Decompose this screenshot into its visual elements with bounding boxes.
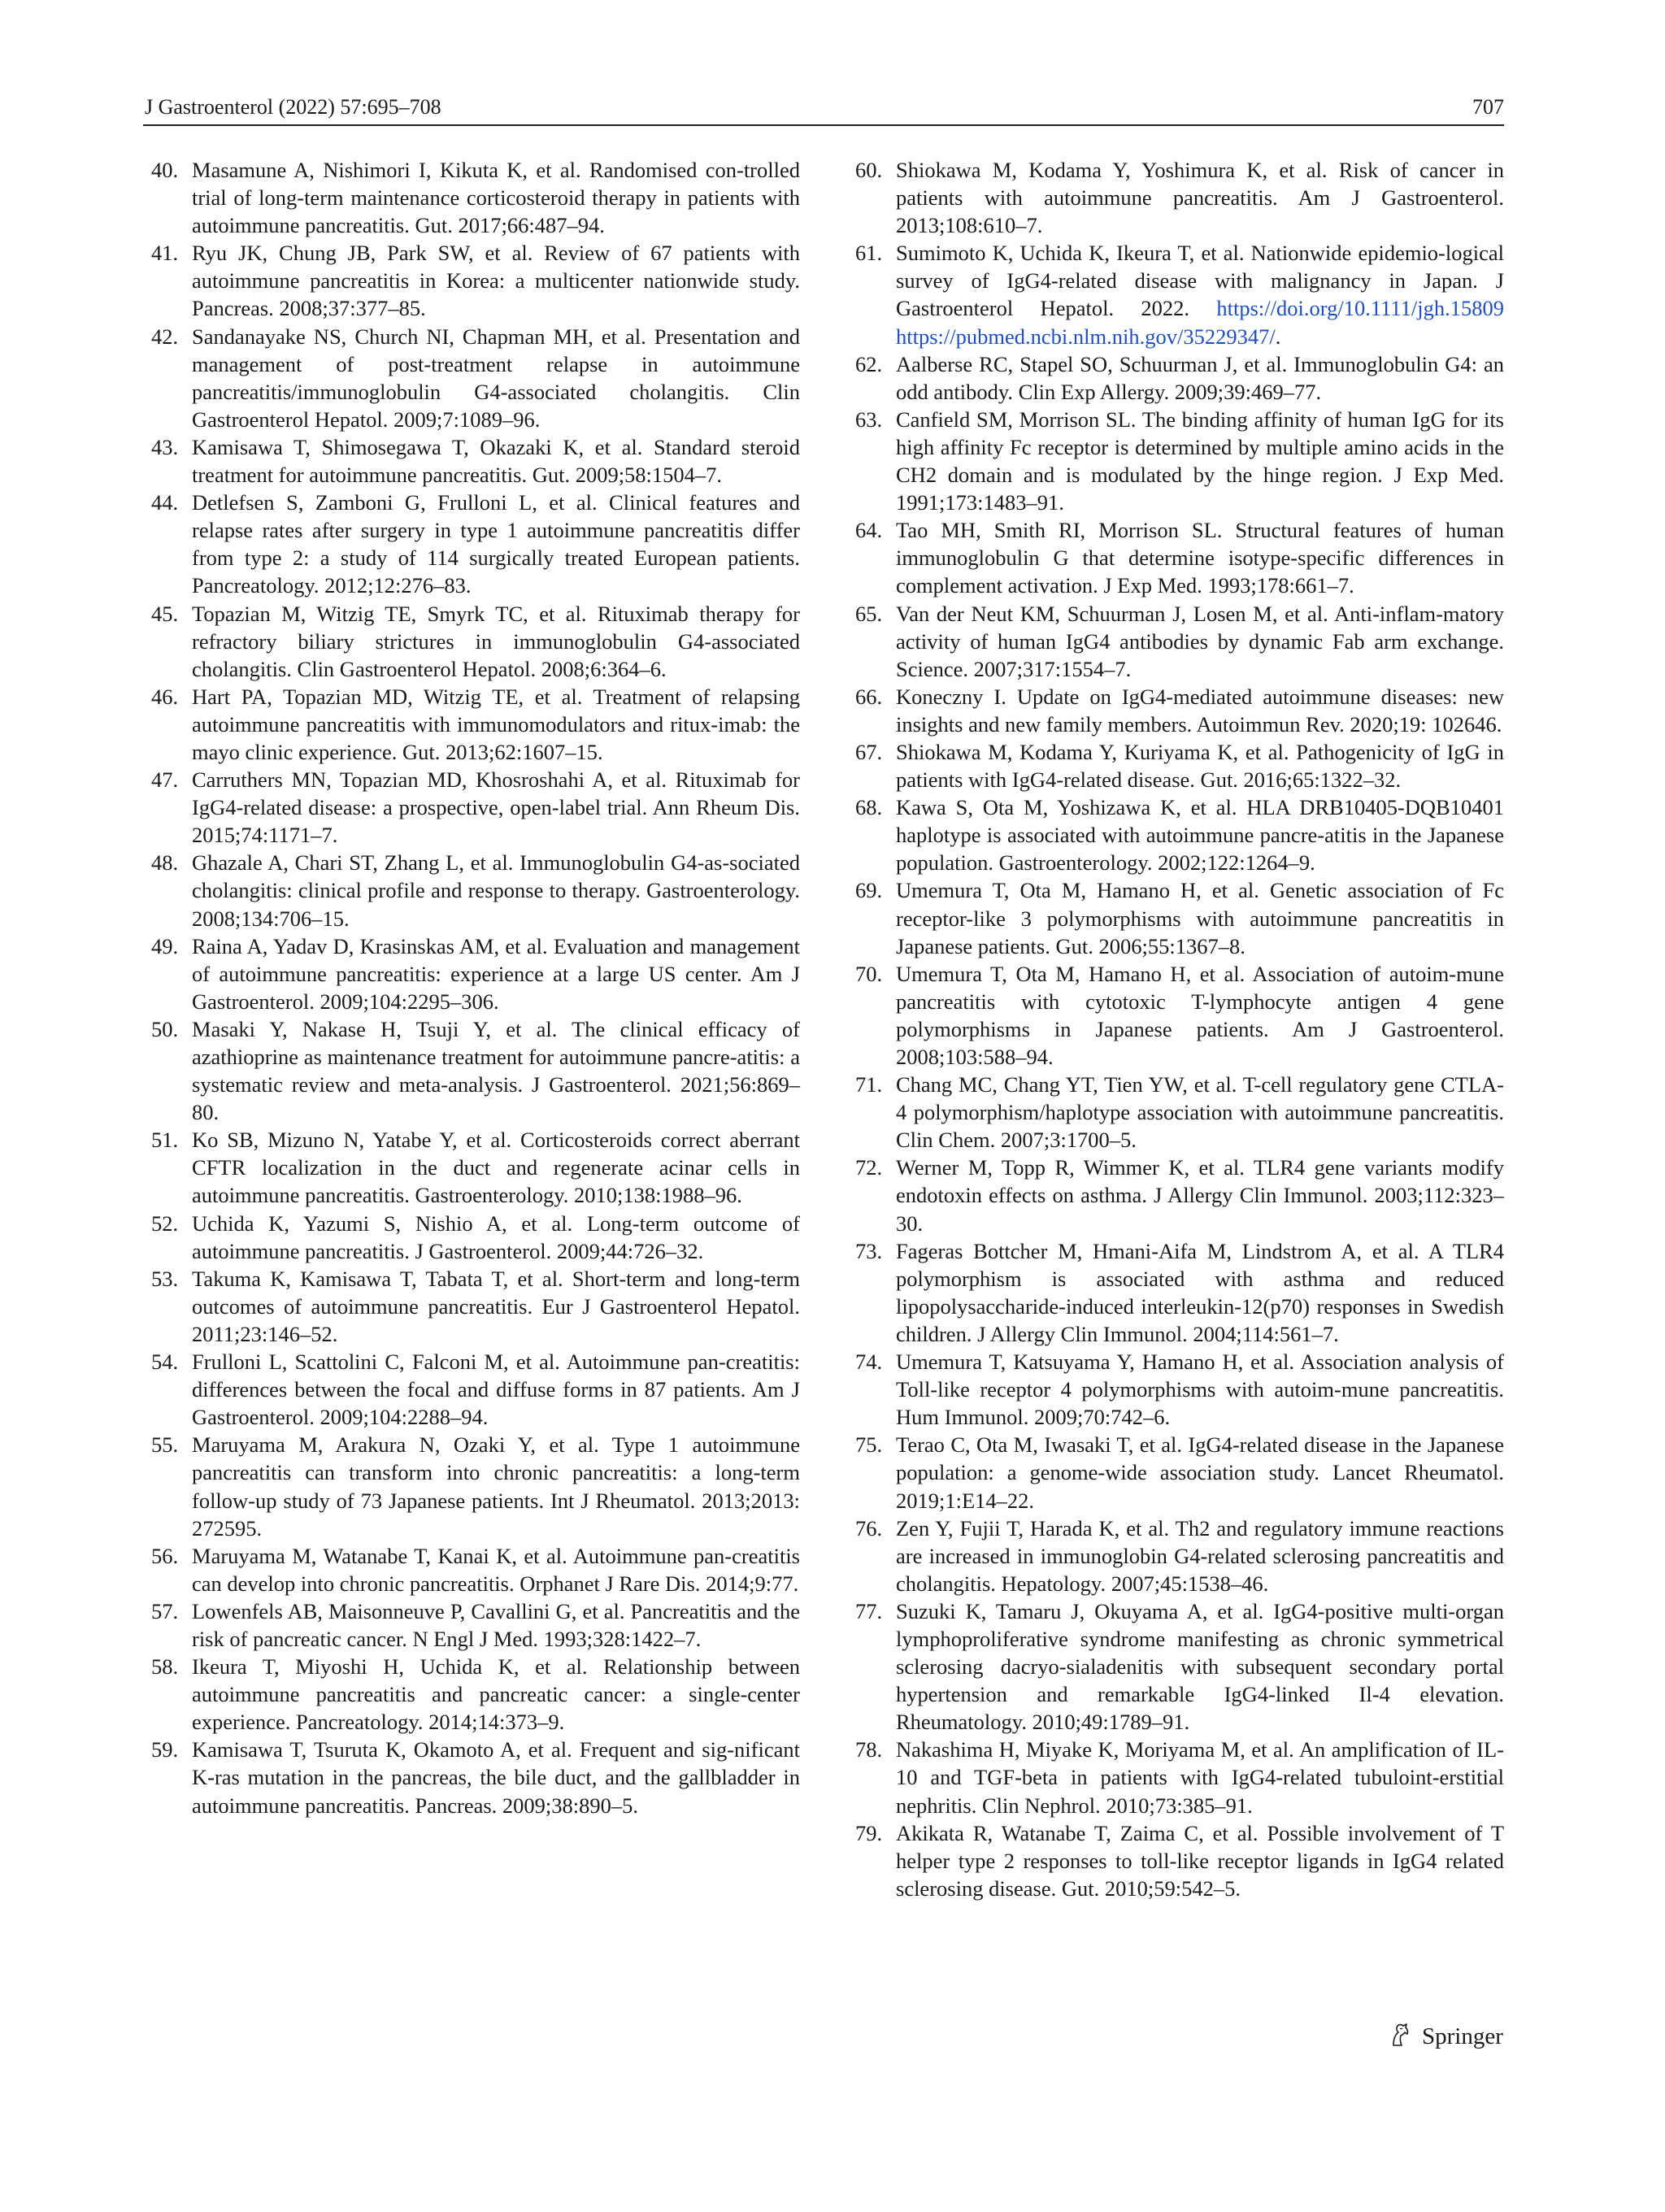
reference-text: Kamisawa T, Tsuruta K, Okamoto A, et al. Frequent and sig-nificant K-ras mutation in the pancreas, the bile duct, and the gallbladder in autoimmune pancreatitis. Pancreas. 2009;38:890–5. bbox=[192, 1737, 800, 1818]
reference-number: 52. bbox=[151, 1210, 179, 1236]
reference-text: Frulloni L, Scattolini C, Falconi M, et al. Autoimmune pan-creatitis: differences between the focal and diffuse forms in 87 patients. Am J Gastroenterol. 2009;104:2288–94. bbox=[192, 1349, 800, 1430]
reference-text: Lowenfels AB, Maisonneuve P, Cavallini G, et al. Pancreatitis and the risk of pancreatic cancer. N Engl J Med. 1993;328:1422–7. bbox=[192, 1598, 800, 1651]
reference-number: 64. bbox=[855, 518, 883, 543]
reference-number: 70. bbox=[855, 961, 883, 986]
reference-item bbox=[847, 1515, 1504, 1597]
reference-number: 68. bbox=[855, 795, 883, 820]
reference-item bbox=[143, 489, 800, 599]
reference-list-right bbox=[847, 156, 1504, 1902]
reference-text: Akikata R, Watanabe T, Zaima C, et al. Possible involvement of T helper type 2 responses to toll-like receptor ligands in IgG4 related sclerosing disease. Gut. 2010;59:542–5. bbox=[896, 1820, 1504, 1901]
reference-item bbox=[143, 1431, 800, 1541]
reference-item bbox=[143, 1597, 800, 1653]
reference-number: 46. bbox=[151, 684, 179, 709]
reference-text: Umemura T, Katsuyama Y, Hamano H, et al. Association analysis of Toll-like receptor 4 polymorphisms with autoim-mune pancreatitis. Hum Immunol. 2009;70:742–6. bbox=[896, 1349, 1504, 1430]
reference-number: 49. bbox=[151, 933, 179, 958]
running-header bbox=[143, 86, 1504, 122]
reference-text: Chang MC, Chang YT, Tien YW, et al. T-cell regulatory gene CTLA-4 polymorphism/haplotype association with autoimmune pancreatitis. Clin Chem. 2007;3:1700–5. bbox=[896, 1072, 1504, 1153]
reference-number: 78. bbox=[855, 1737, 883, 1762]
reference-number: 53. bbox=[151, 1266, 179, 1291]
reference-text: Nakashima H, Miyake K, Moriyama M, et al. An amplification of IL-10 and TGF-beta in patients with IgG4-related tubuloint-erstitial nephritis. Clin Nephrol. 2010;73:385–91. bbox=[896, 1737, 1504, 1818]
reference-number: 41. bbox=[151, 241, 179, 266]
reference-text: Werner M, Topp R, Wimmer K, et al. TLR4 gene variants modify endotoxin effects on asthma. J Allergy Clin Immunol. 2003;112:323–30. bbox=[896, 1155, 1504, 1236]
reference-number: 44. bbox=[151, 490, 179, 515]
reference-text: Topazian M, Witzig TE, Smyrk TC, et al. Rituximab therapy for refractory biliary strictures in immunoglobulin G4-associated cholangitis. Clin Gastroenterol Hepatol. 2008;6:364–6. bbox=[192, 601, 800, 681]
reference-list-left bbox=[143, 156, 800, 1819]
reference-item bbox=[847, 1819, 1504, 1902]
reference-number: 55. bbox=[151, 1432, 179, 1458]
reference-item bbox=[143, 156, 800, 239]
reference-item bbox=[847, 1597, 1504, 1736]
reference-item bbox=[847, 516, 1504, 599]
reference-text: Aalberse RC, Stapel SO, Schuurman J, et al. Immunoglobulin G4: an odd antibody. Clin Exp Allergy. 2009;39:469–77. bbox=[896, 351, 1504, 404]
reference-text: Uchida K, Yazumi S, Nishio A, et al. Long-term outcome of autoimmune pancreatitis. J Gastroenterol. 2009;44:726–32. bbox=[192, 1210, 800, 1263]
reference-item bbox=[143, 1348, 800, 1431]
reference-item bbox=[847, 1154, 1504, 1236]
reference-item bbox=[847, 406, 1504, 516]
reference-item bbox=[143, 766, 800, 849]
reference-number: 48. bbox=[151, 850, 179, 876]
reference-text: Zen Y, Fujii T, Harada K, et al. Th2 and regulatory immune reactions are increased in immunoglobin G4-related sclerosing pancreatitis and cholangitis. Hepatology. 2007;45:1538–46. bbox=[896, 1515, 1504, 1596]
reference-item bbox=[847, 793, 1504, 876]
journal-citation: J Gastroenterol (2022) 57:695–708 bbox=[145, 95, 441, 119]
doi-link[interactable]: https://doi.org/10.1111/jgh.15809 bbox=[1216, 296, 1504, 321]
reference-number: 74. bbox=[855, 1349, 883, 1375]
reference-text: Canfield SM, Morrison SL. The binding affinity of human IgG for its high affinity Fc receptor is determined by multiple amino acids in the CH2 domain and is modulated by the hinge region. J Exp Med. 1991;173:1483–91. bbox=[896, 406, 1504, 515]
reference-text: Maruyama M, Watanabe T, Kanai K, et al. Autoimmune pan-creatitis can develop into chronic pancreatitis. Orphanet J Rare Dis. 2014;9:77. bbox=[192, 1543, 800, 1596]
reference-number: 60. bbox=[855, 158, 883, 182]
reference-number: 67. bbox=[855, 739, 883, 764]
reference-item bbox=[847, 876, 1504, 959]
reference-item bbox=[847, 600, 1504, 683]
springer-horse-icon bbox=[1386, 2021, 1414, 2053]
reference-text: Ryu JK, Chung JB, Park SW, et al. Review of 67 patients with autoimmune pancreatitis in Korea: a multicenter nationwide study. Pancreas. 2008;37:377–85. bbox=[192, 241, 800, 321]
pubmed-link[interactable]: https://pubmed.ncbi.nlm.nih.gov/35229347/ bbox=[896, 324, 1276, 349]
reference-text: Ghazale A, Chari ST, Zhang L, et al. Immunoglobulin G4-as-sociated cholangitis: clinical profile and response to therapy. Gastroenterology. 2008;134:706–15. bbox=[192, 850, 800, 931]
reference-item bbox=[847, 960, 1504, 1071]
reference-text: Maruyama M, Arakura N, Ozaki Y, et al. Type 1 autoimmune pancreatitis can transform into chronic pancreatitis: a long-term follow-up study of 73 Japanese patients. Int J Rheumatol. 2013;2013: 272595. bbox=[192, 1432, 800, 1541]
reference-item bbox=[143, 1015, 800, 1126]
reference-text: Ko SB, Mizuno N, Yatabe Y, et al. Corticosteroids correct aberrant CFTR localization in the duct and regenerate acinar cells in autoimmune pancreatitis. Gastroenterology. 2010;138:1988–96. bbox=[192, 1128, 800, 1208]
reference-item bbox=[143, 1653, 800, 1736]
reference-number: 45. bbox=[151, 601, 179, 626]
header-rule bbox=[143, 124, 1504, 126]
reference-item bbox=[143, 239, 800, 322]
reference-text: Detlefsen S, Zamboni G, Frulloni L, et al. Clinical features and relapse rates after surgery in type 1 autoimmune pancreatitis differ from type 2: a study of 114 surgically treated European patients. Pancreatology. 2012;12:276–83. bbox=[192, 490, 800, 598]
reference-text: Terao C, Ota M, Iwasaki T, et al. IgG4-related disease in the Japanese population: a genome-wide association study. Lancet Rheumatol. 2019;1:E14–22. bbox=[896, 1432, 1504, 1513]
reference-text: Sumimoto K, Uchida K, Ikeura T, et al. Nationwide epidemio-logical survey of IgG4-related disease with malignancy in Japan. J Gastroenterol Hepatol. 2022. bbox=[896, 241, 1504, 321]
reference-text: Shiokawa M, Kodama Y, Yoshimura K, et al. Risk of cancer in patients with autoimmune pancreatitis. Am J Gastroenterol. 2013;108:610–7. bbox=[896, 158, 1504, 238]
reference-item bbox=[143, 600, 800, 683]
reference-text: Sandanayake NS, Church NI, Chapman MH, et al. Presentation and management of post-treatment relapse in autoimmune pancreatitis/immunoglobulin G4-associated cholangitis. Clin Gastroenterol Hepatol. 2009;7:1089–96. bbox=[192, 324, 800, 432]
reference-number: 75. bbox=[855, 1432, 883, 1458]
reference-number: 61. bbox=[855, 241, 883, 266]
publisher-footer bbox=[1386, 2016, 1516, 2057]
reference-text: Masamune A, Nishimori I, Kikuta K, et al. Randomised con-trolled trial of long-term maintenance corticosteroid therapy in patients with autoimmune pancreatitis. Gut. 2017;66:487–94. bbox=[192, 158, 800, 238]
reference-item bbox=[847, 156, 1504, 239]
reference-item bbox=[143, 932, 800, 1015]
reference-number: 51. bbox=[151, 1128, 179, 1153]
reference-item bbox=[143, 433, 800, 489]
reference-item bbox=[847, 1348, 1504, 1431]
reference-number: 73. bbox=[855, 1238, 883, 1263]
reference-text: Umemura T, Ota M, Hamano H, et al. Genetic association of Fc receptor-like 3 polymorphisms with autoimmune pancreatitis in Japanese patients. Gut. 2006;55:1367–8. bbox=[896, 878, 1504, 958]
reference-number: 56. bbox=[151, 1543, 179, 1568]
reference-item bbox=[847, 239, 1504, 350]
reference-item bbox=[143, 1265, 800, 1348]
reference-number: 47. bbox=[151, 767, 179, 793]
reference-number: 43. bbox=[151, 434, 179, 459]
reference-text: Takuma K, Kamisawa T, Tabata T, et al. Short-term and long-term outcomes of autoimmune pancreatitis. Eur J Gastroenterol Hepatol. 2011;23:146–52. bbox=[192, 1266, 800, 1346]
reference-number: 50. bbox=[151, 1016, 179, 1041]
reference-text: Kawa S, Ota M, Yoshizawa K, et al. HLA DRB10405-DQB10401 haplotype is associated with autoimmune pancre-atitis in the Japanese population. Gastroenterology. 2002;122:1264–9. bbox=[896, 795, 1504, 876]
reference-item bbox=[143, 849, 800, 932]
reference-number: 77. bbox=[855, 1598, 883, 1623]
page-number: 707 bbox=[1472, 95, 1504, 119]
reference-text-with-links bbox=[896, 239, 1504, 350]
reference-text: Raina A, Yadav D, Krasinskas AM, et al. Evaluation and management of autoimmune pancreatitis: experience at a large US center. Am J Gastroenterol. 2009;104:2295–306. bbox=[192, 933, 800, 1014]
reference-number: 54. bbox=[151, 1349, 179, 1375]
reference-text: Fageras Bottcher M, Hmani-Aifa M, Lindstrom A, et al. A TLR4 polymorphism is associated with asthma and reduced lipopolysaccharide-induced interleukin-12(p70) responses in Swedish children. J Allergy Clin Immunol. 2004;114:561–7. bbox=[896, 1238, 1504, 1346]
reference-text: Umemura T, Ota M, Hamano H, et al. Association of autoim-mune pancreatitis with cytotoxic T-lymphocyte antigen 4 gene polymorphisms in Japanese patients. Am J Gastroenterol. 2008;103:588–94. bbox=[896, 961, 1504, 1069]
reference-item bbox=[143, 1210, 800, 1265]
reference-item bbox=[143, 1542, 800, 1597]
reference-number: 57. bbox=[151, 1598, 179, 1623]
reference-number: 71. bbox=[855, 1072, 883, 1097]
reference-text: Masaki Y, Nakase H, Tsuji Y, et al. The clinical efficacy of azathioprine as maintenance treatment for autoimmune pancre-atitis: a systematic review and meta-analysis. J Gastroenterol. 2021;56:869–80. bbox=[192, 1016, 800, 1125]
reference-text: Shiokawa M, Kodama Y, Kuriyama K, et al. Pathogenicity of IgG in patients with IgG4-related disease. Gut. 2016;65:1322–32. bbox=[896, 739, 1504, 793]
reference-item bbox=[847, 1071, 1504, 1154]
reference-tail: . bbox=[1275, 324, 1281, 349]
reference-number: 59. bbox=[151, 1737, 179, 1762]
reference-number: 69. bbox=[855, 878, 883, 903]
reference-number: 62. bbox=[855, 351, 883, 376]
reference-item bbox=[847, 1431, 1504, 1514]
reference-item bbox=[143, 1126, 800, 1209]
reference-number: 66. bbox=[855, 684, 883, 709]
reference-text: Suzuki K, Tamaru J, Okuyama A, et al. IgG4-positive multi-organ lymphoproliferative syndrome manifesting as chronic symmetrical sclerosing dacryo-sialadenitis with subsequent secondary portal hypertension and remarkable IgG4-linked Il-4 elevation. Rheumatology. 2010;49:1789–91. bbox=[896, 1598, 1504, 1735]
reference-item bbox=[143, 683, 800, 766]
reference-text: Carruthers MN, Topazian MD, Khosroshahi A, et al. Rituximab for IgG4-related disease: a prospective, open-label trial. Ann Rheum Dis. 2015;74:1171–7. bbox=[192, 767, 800, 848]
reference-number: 42. bbox=[151, 324, 179, 349]
reference-number: 79. bbox=[855, 1820, 883, 1845]
reference-text: Koneczny I. Update on IgG4-mediated autoimmune diseases: new insights and new family members. Autoimmun Rev. 2020;19: 102646. bbox=[896, 684, 1504, 737]
reference-number: 76. bbox=[855, 1515, 883, 1541]
reference-text: Ikeura T, Miyoshi H, Uchida K, et al. Relationship between autoimmune pancreatitis and pancreatic cancer: a single-center experience. Pancreatology. 2014;14:373–9. bbox=[192, 1654, 800, 1735]
reference-text: Van der Neut KM, Schuurman J, Losen M, et al. Anti-inflam-matory activity of human IgG4 antibodies by dynamic Fab arm exchange. Science. 2007;317:1554–7. bbox=[896, 601, 1504, 681]
reference-item bbox=[847, 1736, 1504, 1819]
publisher-name: Springer bbox=[1422, 2023, 1503, 2049]
reference-number: 63. bbox=[855, 406, 883, 432]
reference-number: 58. bbox=[151, 1654, 179, 1680]
reference-text: Kamisawa T, Shimosegawa T, Okazaki K, et al. Standard steroid treatment for autoimmune pancreatitis. Gut. 2009;58:1504–7. bbox=[192, 434, 800, 488]
reference-number: 40. bbox=[151, 158, 179, 182]
reference-item bbox=[847, 350, 1504, 406]
reference-number: 72. bbox=[855, 1155, 883, 1180]
reference-item bbox=[143, 1736, 800, 1819]
reference-item bbox=[847, 738, 1504, 793]
reference-item bbox=[143, 323, 800, 433]
reference-item bbox=[847, 1237, 1504, 1348]
reference-text: Hart PA, Topazian MD, Witzig TE, et al. Treatment of relapsing autoimmune pancreatitis with immunomodulators and ritux-imab: the mayo clinic experience. Gut. 2013;62:1607–15. bbox=[192, 684, 800, 764]
reference-text: Tao MH, Smith RI, Morrison SL. Structural features of human immunoglobulin G that determine isotype-specific differences in complement activation. J Exp Med. 1993;178:661–7. bbox=[896, 518, 1504, 598]
reference-item bbox=[847, 683, 1504, 738]
reference-number: 65. bbox=[855, 601, 883, 626]
